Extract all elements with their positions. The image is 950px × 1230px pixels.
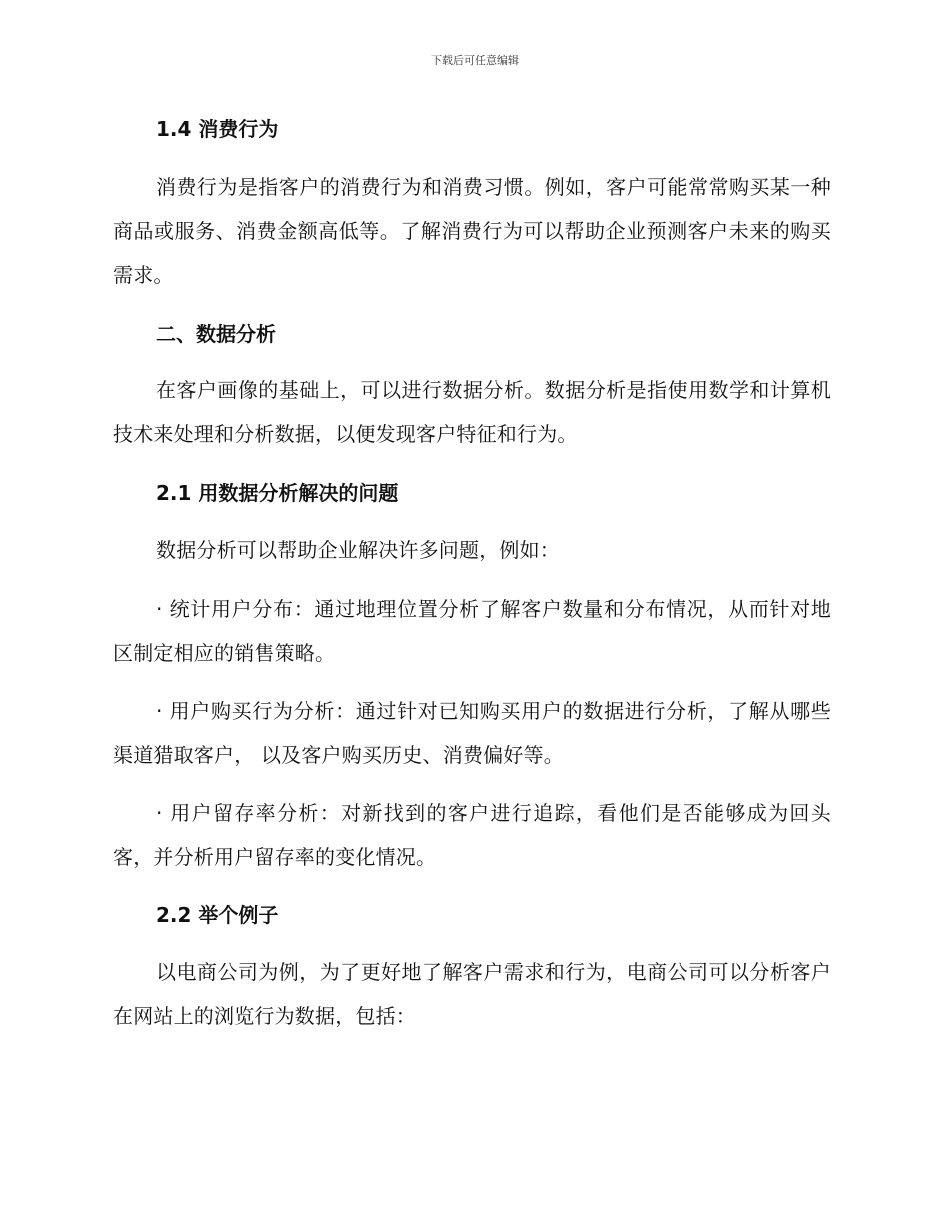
paragraph-problems-intro: 数据分析可以帮助企业解决许多问题，例如： bbox=[156, 538, 560, 562]
section-heading-data-analysis: 二、数据分析 bbox=[156, 322, 276, 346]
paragraph-consumption-behavior: 消费行为是指客户的消费行为和消费习惯。例如，客户可能常常购买某一种商品或服务、消费金额高低等。了解消费行为可以帮助企业预测客户未来的购买需求。 bbox=[113, 175, 831, 287]
bullet-user-distribution: · 统计用户分布：通过地理位置分析了解客户数量和分布情况，从而针对地区制定相应的销售策略。 bbox=[113, 597, 831, 665]
page-header-note: 下载后可任意编辑 bbox=[431, 54, 519, 67]
section-heading-1-4: 1.4 消费行为 bbox=[156, 117, 279, 141]
paragraph-ecommerce-example: 以电商公司为例，为了更好地了解客户需求和行为，电商公司可以分析客户在网站上的浏览行为数据，包括： bbox=[113, 960, 831, 1028]
bullet-retention-rate: · 用户留存率分析：对新找到的客户进行追踪，看他们是否能够成为回头客，并分析用户留存率的变化情况。 bbox=[113, 801, 831, 869]
section-heading-2-2: 2.2 举个例子 bbox=[156, 903, 279, 927]
bullet-purchase-behavior: · 用户购买行为分析：通过针对已知购买用户的数据进行分析，了解从哪些渠道猎取客户， 以及客户购买历史、消费偏好等。 bbox=[113, 699, 831, 767]
section-heading-2-1: 2.1 用数据分析解决的问题 bbox=[156, 481, 399, 505]
paragraph-data-analysis-intro: 在客户画像的基础上，可以进行数据分析。数据分析是指使用数学和计算机技术来处理和分析数据，以便发现客户特征和行为。 bbox=[113, 378, 831, 446]
